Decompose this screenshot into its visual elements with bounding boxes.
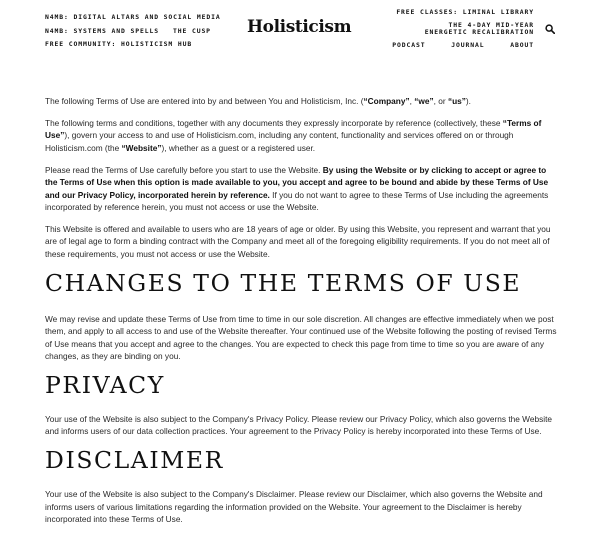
site-logo[interactable]: Holisticism	[247, 17, 352, 37]
nav-left	[45, 11, 221, 52]
disclaimer-paragraph: Your use of the Website is also subject to the Company's Disclaimer. Please review our Disclaimer, which also governs the Website and informs users of various limitations regarding the information provided on the Website. Your agreement to the Disclaimer is hereby incorporated into these Terms of Use.	[45, 489, 543, 525]
nav-n4mb-systems-spells[interactable]: N4MB: SYSTEMS AND SPELLS	[45, 26, 159, 35]
privacy-heading: PRIVACY	[45, 371, 165, 400]
nav-about[interactable]: ABOUT	[510, 41, 534, 49]
terms-of-use-term: “Terms of Use”	[45, 118, 542, 141]
privacy-paragraph: Your use of the Website is also subject to the Company's Privacy Policy. Please review our Privacy Policy, which also governs the Website and informs users of our data collection practices. Your agreement to the Privacy Policy is hereby incorporated into these Terms of Use.	[45, 414, 553, 437]
us-term: “us”	[447, 96, 466, 106]
nav-free-classes[interactable]: FREE CLASSES: LIMINAL LIBRARY	[396, 8, 534, 16]
nav-energetic-recalibration[interactable]: THE 4-DAY MID-YEAR ENERGETIC RECALIBRATION	[424, 21, 534, 37]
nav-right	[396, 9, 534, 37]
nav-left-row-2	[45, 25, 221, 39]
intro-paragraph-2	[45, 117, 557, 154]
intro-paragraph-4: This Website is offered and available to users who are 18 years of age or older. By using this Website, you represent and warrant that you are of legal age to form a binding contract with the Company and meet all of the foregoing eligibility requirements. If you do not meet all of these requirements, you must not access or use the Website.	[45, 224, 551, 259]
site-header	[0, 0, 600, 56]
nav-podcast[interactable]: PODCAST	[392, 41, 426, 49]
we-term: “we”	[414, 96, 434, 106]
intro-paragraph-3	[45, 164, 557, 214]
text: If you do not want to agree to these Terms of Use including the agreements incorporated by reference herein, you must not access or use the Website.	[45, 189, 549, 213]
website-term: “Website”	[121, 142, 162, 153]
text: ,	[409, 96, 415, 106]
text: ), govern your access to and use of Holisticism.com, including any content, functionality and services offered on or through Holisticism.com (the	[45, 130, 514, 153]
nav-secondary	[371, 41, 534, 49]
text: The following Terms of Use are entered into by and between You and Holisticism, Inc. (	[45, 96, 364, 106]
terms-content	[45, 95, 557, 535]
disclaimer-heading: DISCLAIMER	[45, 446, 224, 475]
changes-heading: CHANGES TO THE TERMS OF USE	[45, 268, 522, 297]
text: The following terms and conditions, together with any documents they expressly incorporate by reference (collectively, these	[45, 118, 503, 128]
text: ).	[465, 96, 471, 106]
text: ), whether as a guest or a registered user.	[161, 142, 316, 153]
text: Please read the Terms of Use carefully before you start to use the Website.	[45, 164, 323, 175]
text: , or	[433, 96, 448, 106]
acceptance-statement: By using the Website or by clicking to accept or agree to the Terms of Use when this option is made available to you, you accept and agree to be bound and abide by these Terms of Use and our Privacy Policy, incorporated herein by reference.	[45, 164, 549, 200]
nav-the-cusp[interactable]: THE CUSP	[172, 26, 211, 35]
nav-n4mb-digital-altars[interactable]: N4MB: DIGITAL ALTARS AND SOCIAL MEDIA	[45, 13, 221, 21]
nav-free-community[interactable]: FREE COMMUNITY: HOLISTICISM HUB	[45, 40, 193, 48]
intro-paragraph-1	[45, 95, 557, 107]
search-icon[interactable]	[545, 24, 555, 34]
changes-paragraph: We may revise and update these Terms of Use from time to time in our sole discretion. All changes are effective immediately when we post them, and apply to all access to and use of the Website thereafter. Your continued use of the Website following the posting of revised Terms of Use means that you accept and agree to the changes. You are expected to check this page from time to time so you are aware of any changes, as they are binding on you.	[45, 313, 557, 362]
nav-journal[interactable]: JOURNAL	[451, 41, 485, 49]
company-term: “Company”	[363, 96, 410, 106]
